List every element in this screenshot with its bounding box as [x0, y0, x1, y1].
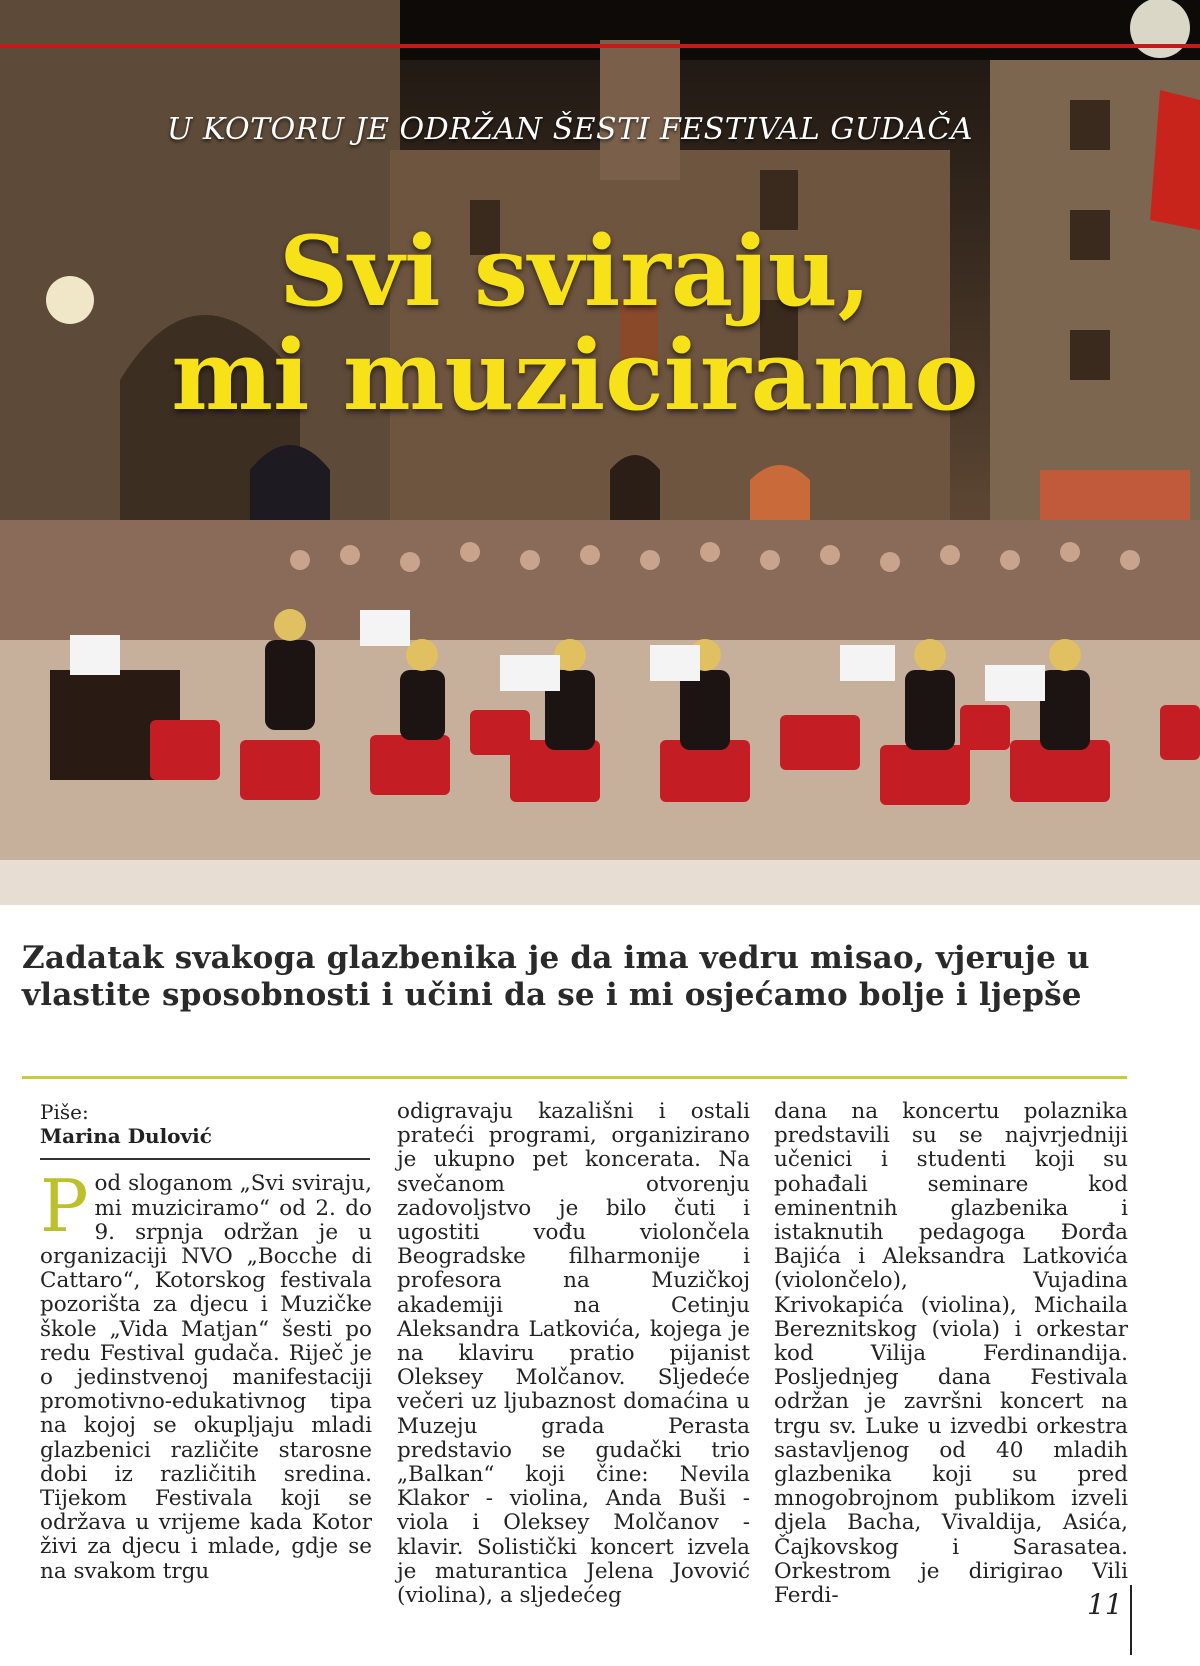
text-column-3	[774, 1100, 1128, 1608]
title-line-2: mi muziciramo	[171, 319, 979, 432]
column-3-text: dana na koncertu polaznika predstavili su se najvrjedniji učenici i studenti koji su pohađali seminare kod eminentnih glazbenika i istaknutih pedagoga Đorđa Bajića i Aleksandra Latkovića (violončelo), Vujadina Krivokapića (violina), Michaila Bereznitskog (viola) i orkestar kod Vilija Ferdinandija. Posljednjeg dana Festivala održan je završni koncert na trgu sv. Luke u izvedbi orkestra sastavljenog od 40 mladih glazbenika koji su pred mnogobrojnom publikom izveli djela Bacha, Vivaldija, Asića, Čajkovskog i Sarasatea. Orkestrom je dirigirao Vili Ferdi-	[774, 1099, 1128, 1609]
article-title	[150, 215, 1000, 432]
column-1-text: od sloganom „Svi sviraju, mi muziciramo“ od 2. do 9. srpnja održan je u organizaciji NVO „Bocche di Cattaro“, Kotorskog festivala pozorišta za djecu i Muzičke škole „Vida Matjan“ šesti po redu Festival gudača. Riječ je o jedinstvenoj manifestaciji promotivno-edukativnog tipa na kojoj se okupljaju mladi glazbenici različite starosne dobi iz različitih sredina. Tijekom Festivala koji se održava u vrijeme kada Kotor živi za djecu i mlade, gdje se na svakom trgu	[40, 1171, 372, 1584]
text-column-2	[397, 1100, 750, 1608]
byline-rule	[40, 1158, 370, 1160]
page-number-rule	[1130, 1585, 1132, 1655]
section-divider	[22, 1076, 1127, 1079]
byline-author: Marina Dulović	[40, 1124, 212, 1149]
kicker-heading: U KOTORU JE ODRŽAN ŠESTI FESTIVAL GUDAČA	[167, 112, 973, 147]
lead-paragraph: Zadatak svakoga glazbenika je da ima vedru misao, vjeruje u vlastite sposobnosti i učini da se i mi osjećamo bolje i ljepše	[22, 940, 1090, 1013]
title-line-1: Svi sviraju,	[278, 215, 872, 328]
text-column-1	[40, 1100, 372, 1584]
top-red-line	[0, 44, 1200, 48]
byline-label: Piše:	[40, 1100, 89, 1124]
column-2-text: odigravaju kazališni i ostali prateći programi, organizirano je ukupno pet koncerata. Na svečanom otvorenju zadovoljstvo je bilo čuti i ugostiti vođu violončela Beogradske filharmonije i profesora na Muzičkoj akademiji na Cetinju Aleksandra Latkovića, kojega je na klaviru pratio pijanist Oleksey Molčanov. Sljedeće večeri uz ljubaznost domaćina u Muzeju grada Perasta predstavio se gudački trio „Balkan“ koji čine: Nevila Klakor - violina, Anda Buši - viola i Oleksey Molčanov - klavir. Solistički koncert izvela je maturantica Jelena Jovović (violina), a sljedećeg	[397, 1099, 750, 1609]
page-number: 11	[1087, 1588, 1123, 1621]
drop-cap: P	[40, 1164, 89, 1249]
